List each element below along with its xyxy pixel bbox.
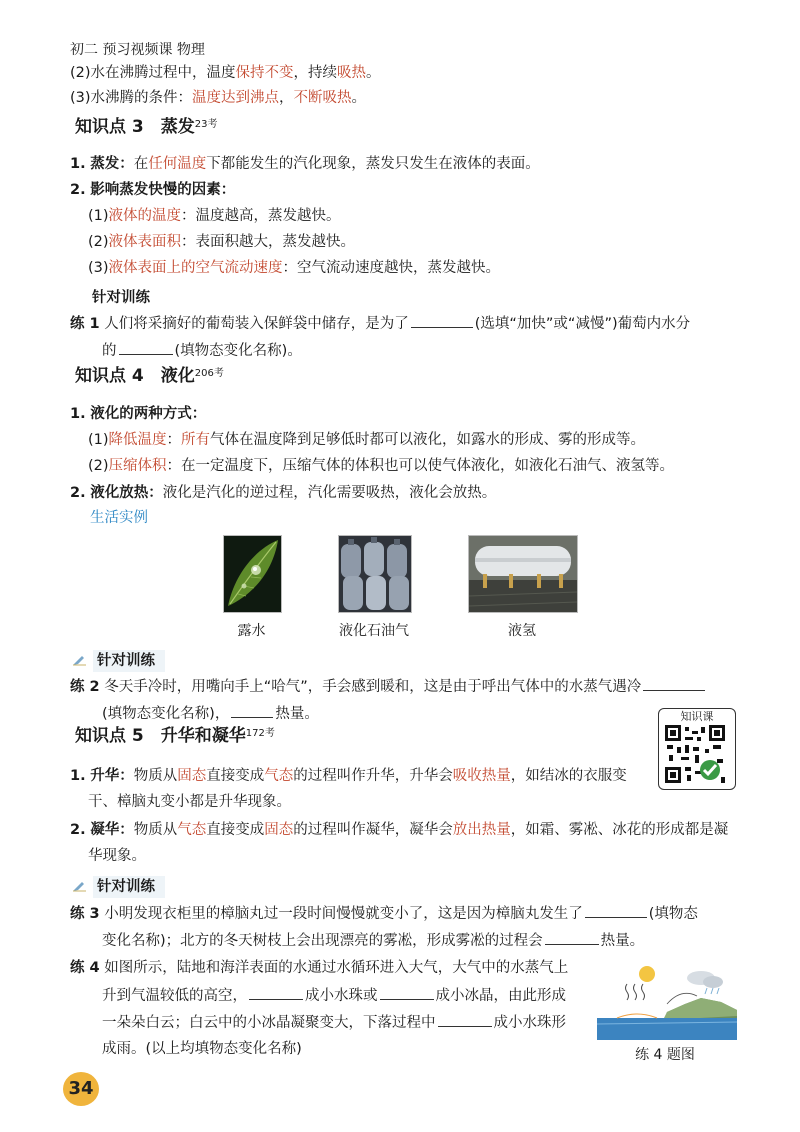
kp5-item-1-line-1: 1. 升华：物质从固态直接变成气态的过程叫作升华，升华会吸收热量，如结冰的衣服变 xyxy=(70,768,627,784)
pencil-icon xyxy=(72,878,87,890)
answer-blank[interactable] xyxy=(231,703,273,718)
training-label-kp4: 针对训练 xyxy=(72,650,165,672)
training-label-kp3: 针对训练 xyxy=(92,290,150,306)
answer-blank[interactable] xyxy=(643,676,705,691)
running-title: 初二 预习视频课 物理 xyxy=(70,42,205,58)
kp3-item-1: 1. 蒸发：在任何温度下都能发生的汽化现象，蒸发只发生在液体的表面。 xyxy=(70,156,540,172)
section-heading-kp4: 知识点 4 液化$^{206考}$ xyxy=(75,366,224,386)
qr-code-card[interactable] xyxy=(658,708,736,790)
kp4-item-2: 2. 液化放热：液化是汽化的逆过程，汽化需要吸热，液化会放热。 xyxy=(70,485,497,501)
water-cycle-figure xyxy=(597,960,737,1040)
life-examples-label: 生活实例 xyxy=(90,510,148,526)
kp5-item-1-line-2: 干、樟脑丸变小都是升华现象。 xyxy=(88,794,291,810)
dew-photo xyxy=(223,535,282,613)
boiling-point-2: (2)水在沸腾过程中，温度保持不变，持续吸热。 xyxy=(70,65,381,81)
exercise-4-line-3: 一朵朵白云；白云中的小冰晶凝聚变大，下落过程中 成小水珠形 xyxy=(102,1012,566,1033)
figure-caption: 练 4 题图 xyxy=(635,1047,695,1063)
page-number: 34 xyxy=(63,1072,99,1106)
kp3-factor-2: (2)液体表面积：表面积越大，蒸发越快。 xyxy=(88,234,356,250)
kp3-item-2: 2. 影响蒸发快慢的因素： xyxy=(70,182,236,198)
photo-caption-hydrogen: 液氢 xyxy=(508,623,536,639)
answer-blank[interactable] xyxy=(545,930,599,945)
exercise-1-line-1: 练 1 人们将采摘好的葡萄装入保鲜袋中储存，是为了 (选填“加快”或“减慢”)葡萄内水分 xyxy=(70,313,690,334)
answer-blank[interactable] xyxy=(585,903,647,918)
liquid-hydrogen-photo xyxy=(468,535,578,613)
exercise-4-line-2: 升到气温较低的高空， 成小水珠或 成小冰晶，由此形成 xyxy=(102,985,566,1006)
exercise-4-line-1: 练 4 如图所示，陆地和海洋表面的水通过水循环进入大气，大气中的水蒸气上 xyxy=(70,960,569,976)
section-heading-kp5: 知识点 5 升华和凝华$^{172考}$ xyxy=(75,726,275,746)
exercise-3-line-2: 变化名称)；北方的冬天树枝上会出现漂亮的雾凇，形成雾凇的过程会 热量。 xyxy=(102,930,644,951)
boiling-point-3: (3)水沸腾的条件：温度达到沸点，不断吸热。 xyxy=(70,90,367,106)
kp5-item-2-line-2: 华现象。 xyxy=(88,848,146,864)
exercise-2-line-1: 练 2 冬天手冷时，用嘴向手上“哈气”，手会感到暖和，这是由于呼出气体中的水蒸气遇冷 xyxy=(70,676,707,697)
answer-blank[interactable] xyxy=(411,313,473,328)
exercise-2-line-2: (填物态变化名称)， 热量。 xyxy=(102,703,319,724)
kp4-item-1: 1. 液化的两种方式： xyxy=(70,406,207,422)
section-heading-kp3: 知识点 3 蒸发$^{23考}$ xyxy=(75,117,218,137)
exercise-4-line-4: 成雨。(以上均填物态变化名称) xyxy=(102,1041,302,1057)
kp3-factor-1: (1)液体的温度：温度越高，蒸发越快。 xyxy=(88,208,341,224)
exercise-1-line-2: 的 (填物态变化名称)。 xyxy=(102,340,302,361)
qr-label: 知识课 xyxy=(680,710,714,723)
photo-caption-lpg: 液化石油气 xyxy=(339,623,409,639)
exercise-3-line-1: 练 3 小明发现衣柜里的樟脑丸过一段时间慢慢就变小了，这是因为樟脑丸发生了 (填物态 xyxy=(70,903,698,924)
pencil-icon xyxy=(72,652,87,664)
kp5-item-2-line-1: 2. 凝华：物质从气态直接变成固态的过程叫作凝华，凝华会放出热量，如霜、雾凇、冰花的形成都是凝 xyxy=(70,822,729,838)
kp3-factor-3: (3)液体表面上的空气流动速度：空气流动速度越快，蒸发越快。 xyxy=(88,260,501,276)
photo-caption-dew: 露水 xyxy=(237,623,266,639)
lpg-cylinders-photo xyxy=(338,535,412,613)
training-label-kp5: 针对训练 xyxy=(72,876,165,898)
answer-blank[interactable] xyxy=(119,340,173,355)
kp4-way-2: (2)压缩体积：在一定温度下，压缩气体的体积也可以使气体液化，如液化石油气、液氢等。 xyxy=(88,458,675,474)
kp4-way-1: (1)降低温度：所有气体在温度降到足够低时都可以液化，如露水的形成、雾的形成等。 xyxy=(88,432,646,448)
answer-blank[interactable] xyxy=(249,985,303,1000)
qr-code-icon xyxy=(665,725,727,785)
answer-blank[interactable] xyxy=(438,1012,492,1027)
answer-blank[interactable] xyxy=(380,985,434,1000)
